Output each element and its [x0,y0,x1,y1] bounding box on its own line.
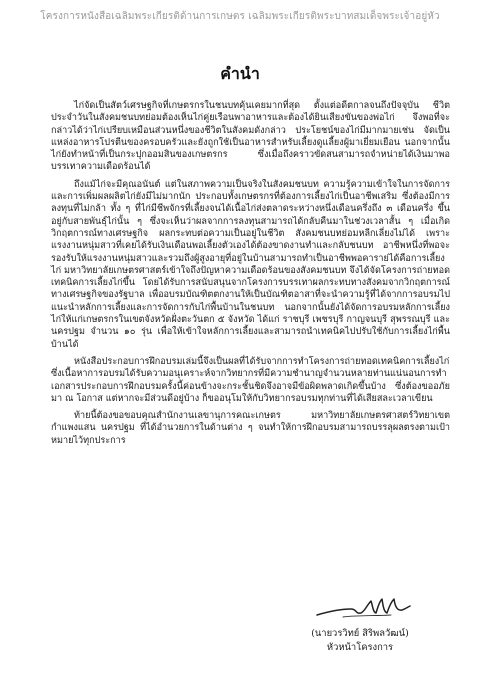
signer-title: หัวหน้าโครงการ [326,642,394,653]
signer-name: (นายวรวิทย์ สิริพลวัฒน์) [311,628,409,639]
foreword-paragraph-3: หนังสือประกอบการฝึกอบรมเล่มนี้จึงเป็นผลที่ได้รับจากการทำโครงการถ่ายทอดเทคนิคการเลี้ยงไก่ ซึ่งเนื้อหาการอบรมได้รับความอนุเคราะห์จากวิทยากรที่มีความชำนาญจำนวนหลายท่านแน่นอนการทำเอกสารประกอบการฝึกอบรมครั้งนี้ค่อนข้างจะกระชั้นชิดจึงอาจมีข้อผิดพลาดเกิดขึ้นบ้าง ซึ่งต้องขออภัยมา ณ โอกาส แต่หากจะมีส่วนดีอยู่บ้าง ก็ขออนุโมให้กับวิทยากรอบรมทุกท่านที่ได้เสียสละเวลาเขียน [51,356,450,404]
handwritten-signature [313,595,413,621]
signature-block [285,595,435,670]
foreword-paragraph-2: ถึงแม้ไก่จะมีคุณอนันต์ แต่ในสภาพความเป็นจริงในสังคมชนบท ความรู้ความเข้าใจในการจัดการและการเพิ่มผลผลิตไก่ยังมีไม่มากนัก ประกอบทั้งเกษตรกรที่ต้องการเลี้ยงไก่เป็นอาชีพเสริม ซึ่งต้องมีการลงทุนที่ไม่กล้า ทั้ง ๆ ที่ไก่มีชีพจักรที่เลี้ยงจนได้เนื้อไก่ส่งตลาดระหว่างหนึ่งเดือนครึ่งถึง ๓ เดือนครึ่ง ขึ้นอยู่กับสายพันธุ์ไก่นั้น ๆ ซึ่งจะเห็นว่าผลจากการลงทุนสามารถได้กลับคืนมาในช่วงเวลาสั้น ๆ เมื่อเกิดวิกฤตการณ์ทางเศรษฐกิจ ผลกระทบต่อความเป็นอยู่ในชีวิต สังคมชนบทย่อมหลีกเลี่ยงไม่ได้ เพราะแรงงานหนุ่มสาวที่เคยได้รับเงินเดือนพอเลี้ยงตัวเองได้ต้องขาดงานทำและกลับชนบท อาชีพหนึ่งที่พอจะรองรับให้แรงงานหนุ่มสาวและรวมถึงผู้สูงอายุที่อยู่ในบ้านสามารถทำเป็นอาชีพพอคาราย่ได้คือการเลี้ยงไก่ มหาวิทยาลัยเกษตรศาสตร์เข้าใจถึงปัญหาความเดือดร้อนของสังคมชนบท จึงได้จัดโครงการถ่ายทอดเทคนิคการเลี้ยงไก่ขึ้น โดยได้รับการสนับสนุนจากโครงการบรรเทาผลกระทบทางสังคมจากวิกฤตการณ์ทางเศรษฐกิจของรัฐบาล เพื่ออบรมบัณฑิตตกงานให้เป็นบัณฑิตอาสาที่จะนำความรู้ที่ได้จากการอบรมไปแนะนำหลักการเลี้ยงและการจัดการกับไก่พื้นบ้านในชนบท นอกจากนั้นยังได้จัดการอบรมหลักการเลี้ยงไก่ให้แก่เกษตรกรในเขตจังหวัดฝั่งตะวันตก ๕ จังหวัด ได้แก่ ราชบุรี เพชรบุรี กาญจนบุรี สุพรรณบุรี และ นครปฐม จำนวน ๑๐ รุ่น เพื่อให้เข้าใจหลักการเลี้ยงและสามารถนำเทคนิคไปปรับใช้กับการเลี้ยงไก่พื้นบ้านได้ [51,179,450,350]
foreword-body [51,100,450,452]
running-header: โครงการหนังสือเฉลิมพระเกียรติด้านการเกษตร เฉลิมพระเกียรติพระบาทสมเด็จพระเจ้าอยู่หัว [40,11,440,22]
foreword-paragraph-1: ไก่จัดเป็นสัตว์เศรษฐกิจที่เกษตรกรในชนบทคุ้นเคยมากที่สุด ตั้งแต่อดีตกาลจนถึงปัจจุบัน ชีวิตประจำวันในสังคมชนบทย่อมต้องเห็นไก่คู่ยเรือนพาอาหารและต้องได้ยินเสียงขันของพ่อไก่ จึงพอที่จะกล่าวได้ว่าไก่เปรียบเหมือนส่วนหนึ่งของชีวิตในสังคมดังกล่าว ประโยชน์ของไก่มีมากมายเช่น จัดเป็นแหล่งอาหารโปรตีนของครอบครัวและยังถูกใช้เป็นอาหารสำหรับเลี้ยงดูแลี้ยงผู้มาเยี่ยมเยือน นอกจากนั้นไก่ยังทำหน้าที่เป็นกระปุกออมสินของเกษตรกร ซึ่งเมื่อถึงคราวขัดสนสามารถจำหน่ายได้เงินมาพอบรรเทาความเดือดร้อนได้ [51,101,450,173]
page-title: คำนำ [220,64,260,83]
foreword-paragraph-4: ท้ายนี้ต้องขอขอบคุณสำนักงานเลขานุการคณะเกษตร มหาวิทยาลัยเกษตรศาสตร์วิทยาเขตกำแพงแสน นครปฐม ที่ได้อำนวยการในด้านต่าง ๆ จนทำให้การฝึกอบรมสามารถบรรลุผลตรงตามเป้าหมายไว้ทุกประการ [51,411,450,446]
